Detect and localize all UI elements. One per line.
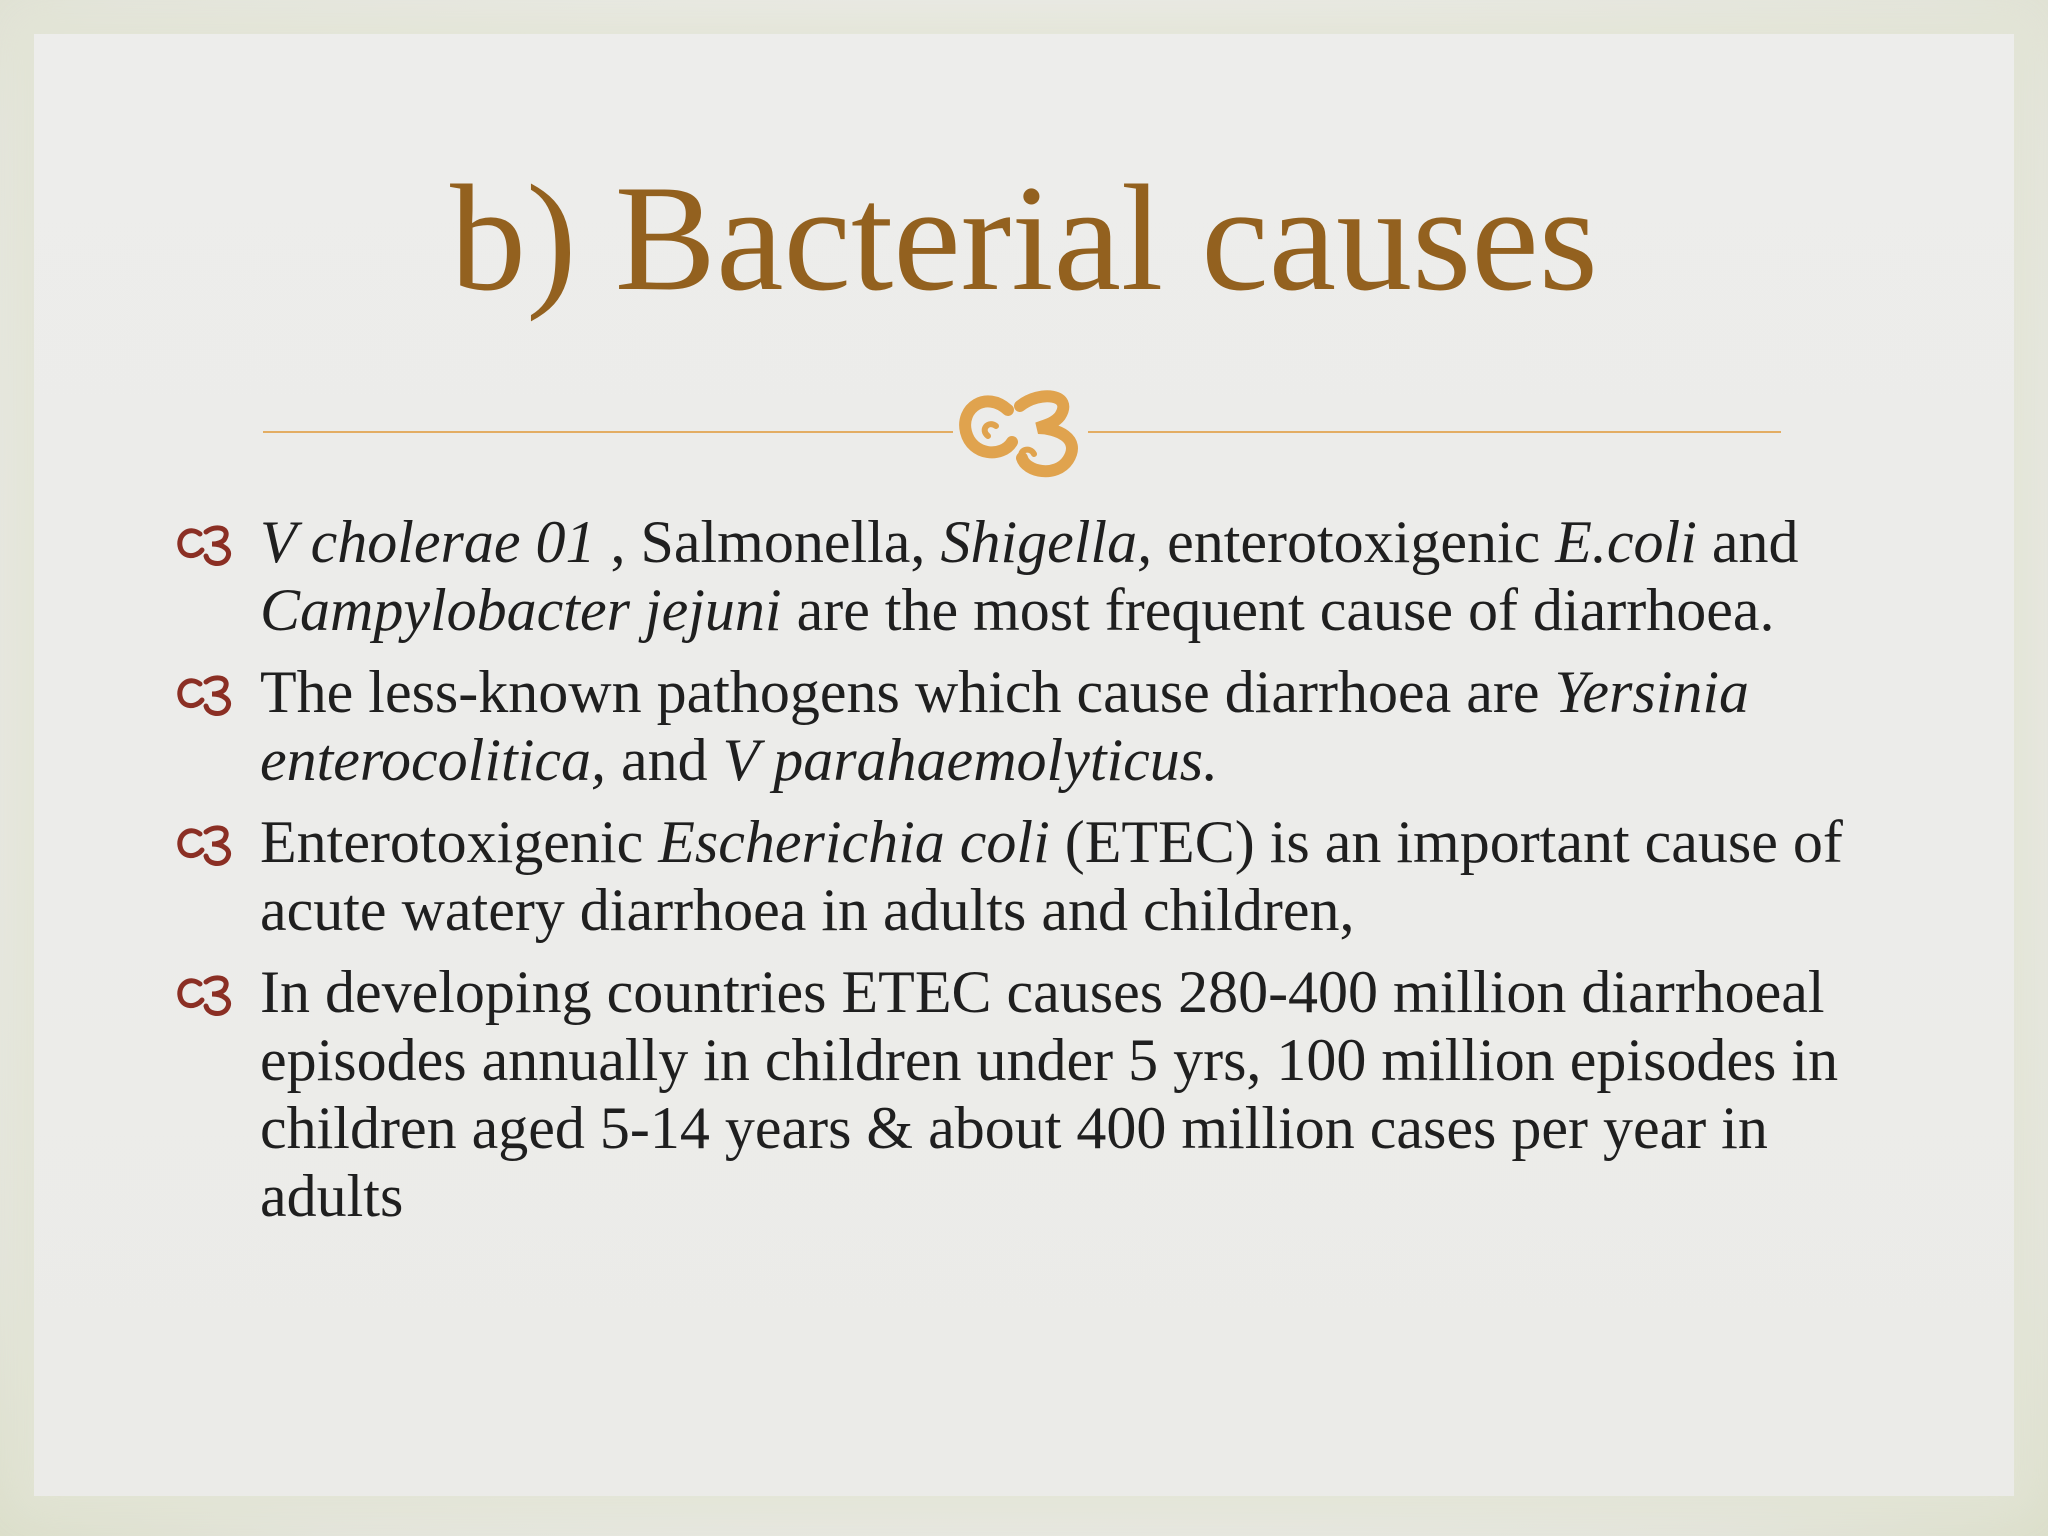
fleuron-bullet-icon — [176, 672, 236, 716]
bullet-text-segment: Campylobacter jejuni — [260, 577, 782, 643]
bullet-text-segment: V cholerae 01 — [260, 509, 596, 575]
bullet-text-segment: The less-known pathogens which cause diarrhoea are — [260, 659, 1555, 725]
bullet-text-segment: and — [1696, 509, 1799, 575]
fleuron-bullet-icon — [176, 522, 236, 566]
bullet-text-segment: Enterotoxigenic — [260, 809, 659, 875]
bullet-text-segment: and — [606, 727, 723, 793]
bullet-text — [260, 509, 1799, 643]
bullet-text-segment: , Salmonella, — [595, 509, 941, 575]
bullet-text-segment: enterotoxigenic — [1152, 509, 1556, 575]
slide-title: b) Bacterial causes — [450, 154, 1598, 322]
bullet-text-segment: (ETEC) is an important cause of acute watery diarrhoea in adults and children, — [260, 809, 1843, 943]
divider-line-left — [263, 431, 953, 433]
divider-line-right — [1088, 431, 1781, 433]
bullet-list — [176, 508, 1876, 1244]
bullet-item — [176, 808, 1876, 944]
bullet-item — [176, 958, 1876, 1230]
bullet-item — [176, 508, 1876, 644]
bullet-text — [260, 659, 1749, 793]
bullet-text-segment: E.coli — [1555, 509, 1697, 575]
bullet-text-segment: In developing countries ETEC causes 280-400 million diarrhoeal episodes annually in children under 5 yrs, 100 million episodes in children aged 5-14 years & about 400 million cases per year in adults — [260, 959, 1839, 1229]
bullet-text-segment: are the most frequent cause of diarrhoea. — [781, 577, 1775, 643]
bullet-text — [260, 809, 1843, 943]
scroll-flourish-icon — [956, 380, 1096, 480]
bullet-text-segment: V parahaemolyticus. — [722, 727, 1219, 793]
bullet-text-segment: Yersinia enterocolitica, — [260, 659, 1750, 793]
bullet-item — [176, 658, 1876, 794]
fleuron-bullet-icon — [176, 822, 236, 866]
bullet-text — [260, 959, 1838, 1229]
fleuron-bullet-icon — [176, 972, 236, 1016]
bullet-text-segment: Shigella, — [940, 509, 1153, 575]
bullet-text-segment: Escherichia coli — [658, 809, 1050, 875]
